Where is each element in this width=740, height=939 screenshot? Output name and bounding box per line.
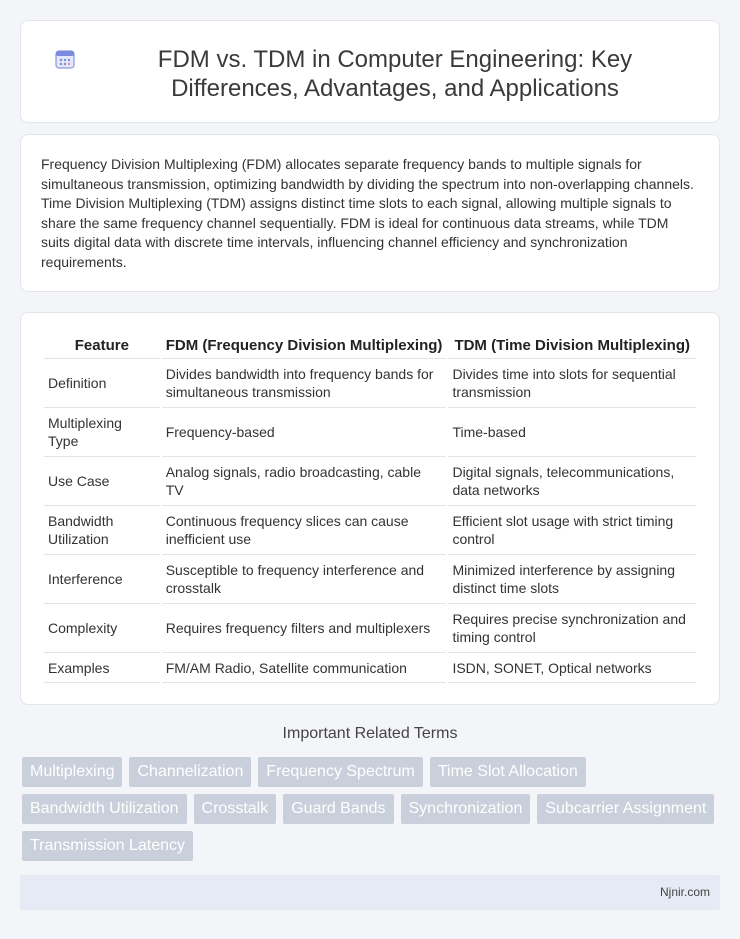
row-fdm: Divides bandwidth into frequency bands for simultaneous transmission [162, 359, 447, 408]
row-tdm: Requires precise synchronization and timing control [448, 604, 696, 653]
term-tag[interactable]: Crosstalk [194, 794, 277, 824]
row-feature: Multiplexing Type [44, 408, 160, 457]
row-fdm: Continuous frequency slices can cause inefficient use [162, 506, 447, 555]
row-tdm: Minimized interference by assigning distinct time slots [448, 555, 696, 604]
row-feature: Use Case [44, 457, 160, 506]
footer [20, 875, 720, 910]
row-fdm: Frequency-based [162, 408, 447, 457]
calendar-icon [53, 47, 77, 71]
row-tdm: Time-based [448, 408, 696, 457]
row-fdm: FM/AM Radio, Satellite communication [162, 653, 447, 683]
row-fdm: Analog signals, radio broadcasting, cable TV [162, 457, 447, 506]
page-title: FDM vs. TDM in Computer Engineering: Key Differences, Advantages, and Applications [157, 46, 633, 102]
header-tdm: TDM (Time Division Multiplexing) [448, 333, 696, 359]
term-tag[interactable]: Synchronization [401, 794, 531, 824]
related-terms-list [22, 757, 722, 861]
row-fdm: Requires frequency filters and multiplexers [162, 604, 447, 653]
term-tag[interactable]: Frequency Spectrum [258, 757, 423, 787]
term-tag[interactable]: Time Slot Allocation [430, 757, 586, 787]
header-fdm: FDM (Frequency Division Multiplexing) [162, 333, 447, 359]
footer-site-link[interactable]: Njnir.com [659, 885, 710, 899]
term-tag[interactable]: Transmission Latency [22, 831, 193, 861]
term-tag[interactable]: Guard Bands [283, 794, 393, 824]
table-row [44, 457, 696, 506]
row-tdm: ISDN, SONET, Optical networks [448, 653, 696, 683]
row-tdm: Digital signals, telecommunications, data networks [448, 457, 696, 506]
term-tag[interactable]: Bandwidth Utilization [22, 794, 187, 824]
intro-paragraph: Frequency Division Multiplexing (FDM) allocates separate frequency bands to multiple signals for simultaneous transmission, optimizing bandwidth by dividing the spectrum into non-overlapping channels. Time Division Multiplexing (TDM) assigns distinct time slots to each signal, allowing multiple signals to share the same frequency channel sequentially. FDM is ideal for continuous data streams, while TDM suits digital data with discrete time intervals, influencing channel efficiency and synchronization requirements. [41, 156, 694, 270]
table-row [44, 359, 696, 408]
intro-card [20, 134, 720, 292]
header-card [20, 20, 720, 123]
row-fdm: Susceptible to frequency interference and crosstalk [162, 555, 447, 604]
term-tag[interactable]: Multiplexing [22, 757, 122, 787]
row-feature: Complexity [44, 604, 160, 653]
comparison-table [42, 333, 698, 683]
row-feature: Bandwidth Utilization [44, 506, 160, 555]
table-row [44, 408, 696, 457]
row-tdm: Divides time into slots for sequential transmission [448, 359, 696, 408]
table-row [44, 555, 696, 604]
row-feature: Examples [44, 653, 160, 683]
term-tag[interactable]: Subcarrier Assignment [537, 794, 714, 824]
row-feature: Definition [44, 359, 160, 408]
header-feature: Feature [44, 333, 160, 359]
table-row [44, 604, 696, 653]
table-header-row [44, 333, 696, 359]
table-row [44, 506, 696, 555]
comparison-table-card [20, 312, 720, 705]
row-feature: Interference [44, 555, 160, 604]
term-tag[interactable]: Channelization [129, 757, 251, 787]
table-row [44, 653, 696, 683]
row-tdm: Efficient slot usage with strict timing control [448, 506, 696, 555]
related-terms-title: Important Related Terms [282, 725, 458, 742]
